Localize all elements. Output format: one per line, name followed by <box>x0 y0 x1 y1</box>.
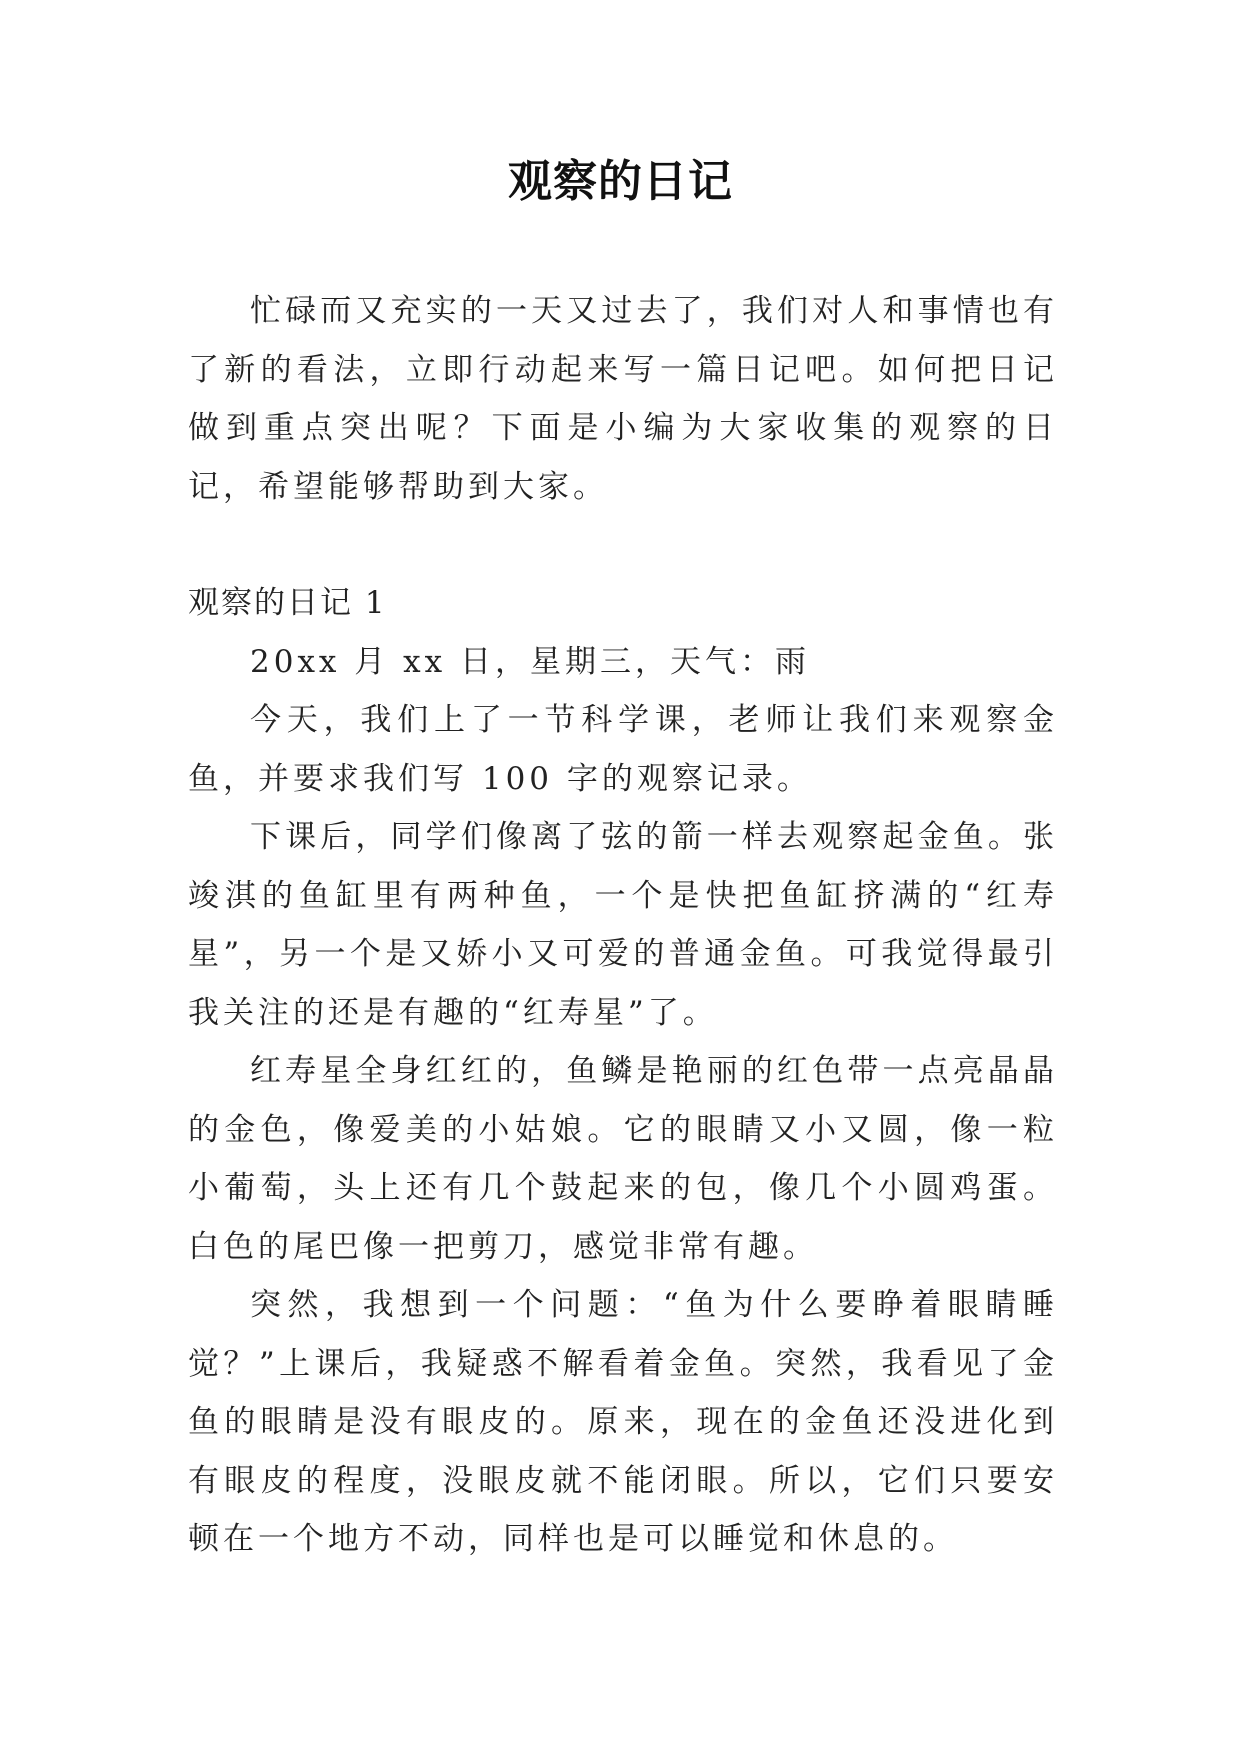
intro-paragraph: 忙碌而又充实的一天又过去了，我们对人和事情也有了新的看法，立即行动起来写一篇日记吧。如何把日记做到重点突出呢？下面是小编为大家收集的观察的日记，希望能够帮助到大家。 <box>188 293 1058 505</box>
date-line: 20xx 月 xx 日，星期三，天气：雨 <box>250 643 810 680</box>
body-paragraph: 突然，我想到一个问题：“鱼为什么要睁着眼睛睡觉？”上课后，我疑惑不解看着金鱼。突然，我看见了金鱼的眼睛是没有眼皮的。原来，现在的金鱼还没进化到有眼皮的程度，没眼皮就不能闭眼。所以，它们只要安顿在一个地方不动，同样也是可以睡觉和休息的。 <box>188 1287 1058 1557</box>
section-spacer <box>188 516 1058 574</box>
body-paragraph: 下课后，同学们像离了弦的箭一样去观察起金鱼。张竣淇的鱼缸里有两种鱼，一个是快把鱼缸挤满的“红寿星”，另一个是又娇小又可爱的普通金鱼。可我觉得最引我关注的还是有趣的“红寿星”了。 <box>188 819 1058 1031</box>
page-title: 观察的日记 <box>508 156 733 207</box>
document-body <box>188 282 1058 1569</box>
body-paragraph: 今天，我们上了一节科学课，老师让我们来观察金鱼，并要求我们写 100 字的观察记录。 <box>188 702 1058 797</box>
body-paragraph: 红寿星全身红红的，鱼鳞是艳丽的红色带一点亮晶晶的金色，像爱美的小姑娘。它的眼睛又小又圆，像一粒小葡萄，头上还有几个鼓起来的包，像几个小圆鸡蛋。白色的尾巴像一把剪刀，感觉非常有趣。 <box>188 1053 1058 1265</box>
section-heading: 观察的日记 1 <box>188 585 387 621</box>
